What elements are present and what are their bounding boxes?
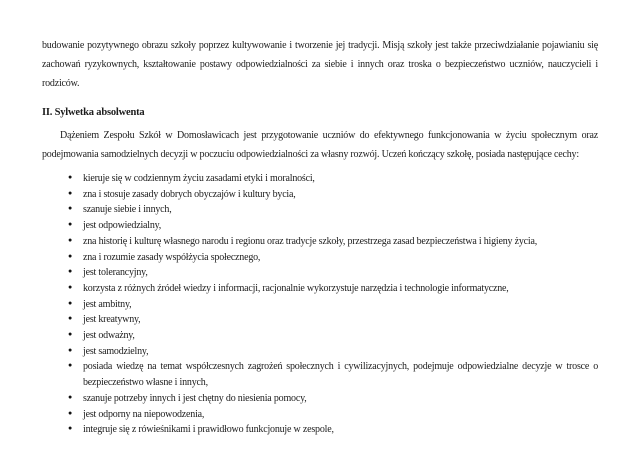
bullet-icon: ●	[68, 267, 73, 276]
list-item	[42, 218, 598, 234]
list-item-text: korzysta z różnych źródeł wiedzy i informacji, racjonalnie wykorzystuje narzędzia i technologie informatyczne,	[83, 282, 509, 294]
bullet-icon: ●	[68, 330, 73, 339]
list-item-text: zna i rozumie zasady współżycia społecznego,	[83, 251, 261, 263]
bullet-icon: ●	[68, 424, 73, 433]
list-item-text: jest samodzielny,	[83, 345, 149, 357]
list-item	[42, 312, 598, 328]
list-item-text: szanuje siebie i innych,	[83, 204, 172, 216]
list-item-text: jest odpowiedzialny,	[83, 220, 162, 232]
list-item-text: jest odważny,	[83, 330, 135, 342]
bullet-icon: ●	[68, 408, 73, 417]
graduate-traits-list	[42, 171, 598, 438]
list-item-text: szanuje potrzeby innych i jest chętny do niesienia pomocy,	[83, 392, 307, 404]
bullet-icon: ●	[68, 188, 73, 197]
section-paragraph: Dążeniem Zespołu Szkół w Domosławicach jest przygotowanie uczniów do efektywnego funkcjonowania w życiu społecznym oraz podejmowania samodzielnych decyzji w poczuciu odpowiedzialności za własny rozwój. Uczeń kończący szkołę, posiada następujące cechy:	[42, 130, 598, 160]
bullet-icon: ●	[68, 204, 73, 213]
list-item	[42, 265, 598, 281]
bullet-icon: ●	[68, 220, 73, 229]
list-item-text: posiada wiedzę na temat współczesnych zagrożeń społecznych i cywilizacyjnych, podejmuje odpowiedzialne decyzje w trosce o bezpieczeństwo własne i innych,	[83, 361, 598, 389]
section-heading: II. Sylwetka absolwenta	[42, 107, 145, 118]
list-item-text: integruje się z rówieśnikami i prawidłowo funkcjonuje w zespole,	[83, 424, 334, 436]
bullet-icon: ●	[68, 282, 73, 291]
bullet-icon: ●	[68, 235, 73, 244]
list-item	[42, 202, 598, 218]
list-item-text: jest odporny na niepowodzenia,	[83, 408, 205, 420]
list-item	[42, 407, 598, 423]
bullet-icon: ●	[68, 298, 73, 307]
list-item	[42, 297, 598, 313]
bullet-icon: ●	[68, 173, 73, 181]
list-item-text: zna historię i kulturę własnego narodu i regionu oraz tradycje szkoły, przestrzega zasad bezpieczeństwa i higieny życia,	[83, 235, 538, 247]
bullet-icon: ●	[68, 361, 73, 370]
list-item-text: kieruje się w codziennym życiu zasadami etyki i moralności,	[83, 173, 315, 184]
list-item-text: jest tolerancyjny,	[83, 267, 148, 279]
list-item-text: zna i stosuje zasady dobrych obyczajów i kultury bycia,	[83, 188, 296, 200]
list-item-text: jest ambitny,	[83, 298, 132, 310]
bullet-icon: ●	[68, 345, 73, 354]
list-item	[42, 391, 598, 407]
list-item	[42, 344, 598, 360]
list-item	[42, 234, 598, 250]
list-item	[42, 171, 598, 187]
list-item	[42, 250, 598, 266]
list-item-text: jest kreatywny,	[83, 314, 141, 326]
bullet-icon: ●	[68, 314, 73, 323]
list-item	[42, 422, 598, 438]
bullet-icon: ●	[68, 251, 73, 260]
bullet-icon: ●	[68, 392, 73, 401]
list-item	[42, 281, 598, 297]
intro-paragraph: budowanie pozytywnego obrazu szkoły poprzez kultywowanie i tworzenie jej tradycji. Misją szkoły jest także przeciwdziałanie pojawianiu się zachowań ryzykownych, kształtowanie postawy odpowiedzialności za siebie i innych oraz troska o bezpieczeństwo uczniów, nauczycieli i rodziców.	[42, 40, 598, 89]
list-item	[42, 359, 598, 390]
list-item	[42, 187, 598, 203]
list-item	[42, 328, 598, 344]
